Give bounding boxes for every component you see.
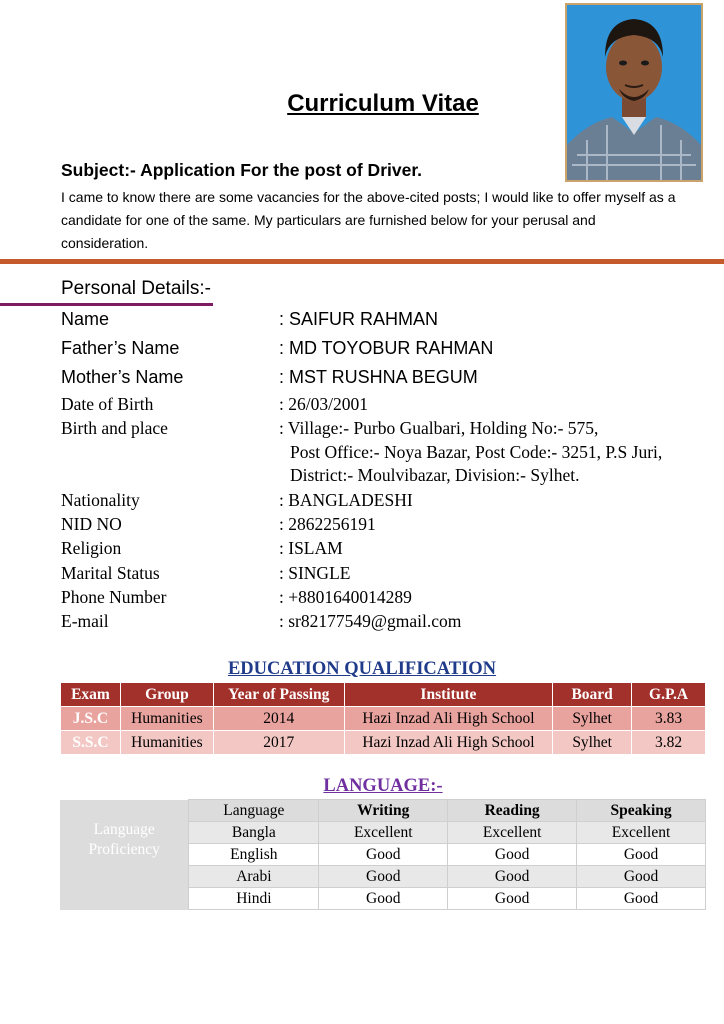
table-cell: Good bbox=[448, 866, 577, 888]
table-cell: Good bbox=[319, 888, 448, 910]
column-header: Group bbox=[120, 683, 213, 707]
table-cell: Excellent bbox=[319, 822, 448, 844]
detail-label: E-mail bbox=[61, 611, 109, 631]
detail-label: Mother’s Name bbox=[61, 367, 184, 387]
detail-value-line: Post Office:- Noya Bazar, Post Code:- 3251, P.S Juri, bbox=[290, 442, 663, 462]
detail-label: Marital Status bbox=[61, 563, 160, 583]
column-header: Language bbox=[189, 800, 319, 822]
detail-label: Religion bbox=[61, 538, 122, 558]
column-header: G.P.A bbox=[632, 683, 706, 707]
detail-value: : 2862256191 bbox=[279, 514, 376, 534]
table-cell: Arabi bbox=[189, 866, 319, 888]
language-heading: LANGUAGE:- bbox=[323, 776, 443, 796]
table-cell: Hindi bbox=[189, 888, 319, 910]
education-table bbox=[60, 682, 706, 755]
column-header: Reading bbox=[448, 800, 577, 822]
section-divider bbox=[0, 259, 724, 264]
table-cell: 2017 bbox=[213, 731, 344, 755]
table-cell: 2014 bbox=[213, 707, 344, 731]
table-header-row bbox=[60, 800, 706, 822]
table-cell: Good bbox=[319, 844, 448, 866]
detail-value: : +8801640014289 bbox=[279, 587, 412, 607]
table-cell: Good bbox=[448, 844, 577, 866]
table-cell: Good bbox=[577, 888, 706, 910]
table-cell: Sylhet bbox=[553, 731, 632, 755]
table-cell: Hazi Inzad Ali High School bbox=[344, 731, 553, 755]
detail-value: : SINGLE bbox=[279, 563, 351, 583]
table-row bbox=[61, 731, 706, 755]
table-cell: Bangla bbox=[189, 822, 319, 844]
table-cell: Sylhet bbox=[553, 707, 632, 731]
detail-label: Name bbox=[61, 309, 110, 329]
column-header: Speaking bbox=[577, 800, 706, 822]
table-cell: 3.83 bbox=[632, 707, 706, 731]
table-cell: Excellent bbox=[577, 822, 706, 844]
detail-label: Birth and place bbox=[61, 418, 168, 438]
column-header: Writing bbox=[319, 800, 448, 822]
detail-value: : MD TOYOBUR RAHMAN bbox=[279, 338, 494, 358]
table-cell: Hazi Inzad Ali High School bbox=[344, 707, 553, 731]
detail-label: NID NO bbox=[61, 514, 122, 534]
personal-details-heading: Personal Details:- bbox=[61, 278, 211, 299]
language-table bbox=[60, 799, 706, 910]
detail-value-line: : Village:- Purbo Gualbari, Holding No:- 575, bbox=[279, 418, 599, 438]
detail-value: : BANGLADESHI bbox=[279, 490, 413, 510]
education-heading: EDUCATION QUALIFICATION bbox=[227, 659, 497, 679]
table-cell: Good bbox=[319, 866, 448, 888]
subject-line: Subject:- Application For the post of Driver. bbox=[61, 160, 423, 180]
table-cell: 3.82 bbox=[632, 731, 706, 755]
detail-value: : MST RUSHNA BEGUM bbox=[279, 367, 478, 387]
document-title: Curriculum Vitae bbox=[287, 90, 479, 117]
detail-label: Phone Number bbox=[61, 587, 167, 607]
column-header: Institute bbox=[344, 683, 553, 707]
column-header: Board bbox=[553, 683, 632, 707]
detail-value: : SAIFUR RAHMAN bbox=[279, 309, 439, 329]
table-cell: Good bbox=[448, 888, 577, 910]
detail-label: Date of Birth bbox=[61, 394, 154, 414]
table-cell: Good bbox=[577, 866, 706, 888]
table-cell: Excellent bbox=[448, 822, 577, 844]
detail-value: : ISLAM bbox=[279, 538, 343, 558]
detail-label: Nationality bbox=[61, 490, 140, 510]
table-row bbox=[61, 707, 706, 731]
table-cell: S.S.C bbox=[61, 731, 121, 755]
table-cell: J.S.C bbox=[61, 707, 121, 731]
table-cell: Humanities bbox=[120, 731, 213, 755]
intro-paragraph: I came to know there are some vacancies for the above-cited posts; I would like to offer myself as a candidate for one of the same. My particulars are furnished below for your perusal and consideration. bbox=[61, 189, 676, 251]
detail-value: : 26/03/2001 bbox=[279, 394, 368, 414]
column-header: Year of Passing bbox=[213, 683, 344, 707]
detail-value[interactable]: : sr82177549@gmail.com bbox=[279, 611, 462, 631]
table-cell: Humanities bbox=[120, 707, 213, 731]
language-proficiency-label: Language Proficiency bbox=[60, 800, 189, 910]
detail-value-line: District:- Moulvibazar, Division:- Sylhet. bbox=[290, 465, 580, 485]
column-header: Exam bbox=[61, 683, 121, 707]
table-cell: Good bbox=[577, 844, 706, 866]
detail-label: Father’s Name bbox=[61, 338, 180, 358]
table-cell: English bbox=[189, 844, 319, 866]
heading-underline bbox=[0, 303, 213, 306]
table-header-row bbox=[61, 683, 706, 707]
